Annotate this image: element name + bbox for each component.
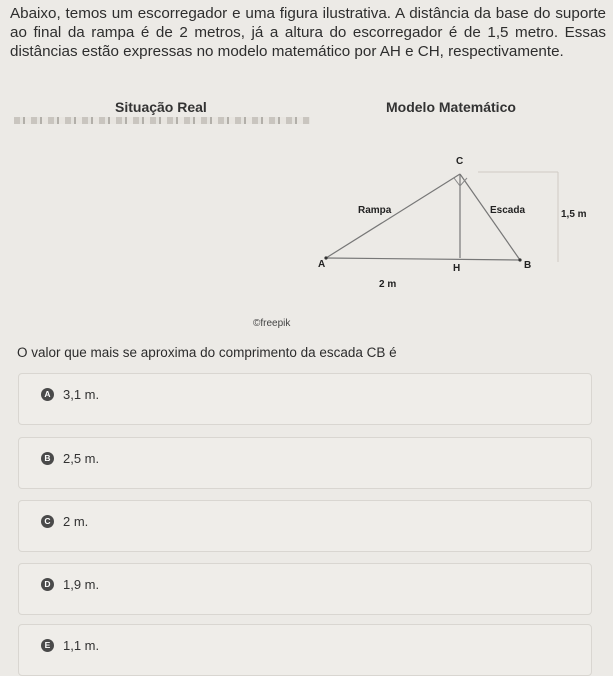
option-b[interactable] [18, 437, 592, 489]
label-escada: Escada [490, 205, 526, 216]
figure-title-model: Modelo Matemático [386, 99, 516, 115]
label-height: 1,5 m [561, 209, 587, 220]
label-c: C [456, 156, 464, 167]
option-b-text: 2,5 m. [63, 451, 100, 466]
ladder-line [460, 174, 520, 260]
ramp-line [326, 174, 460, 258]
label-b: B [524, 260, 532, 271]
image-credit: ©freepik [253, 318, 291, 329]
option-c-text: 2 m. [63, 514, 89, 529]
option-c[interactable] [18, 500, 592, 552]
label-rampa: Rampa [358, 205, 392, 216]
option-a[interactable] [18, 373, 592, 425]
figure-title-real: Situação Real [115, 99, 207, 115]
option-d[interactable] [18, 563, 592, 615]
label-a: A [318, 259, 326, 270]
option-d-text: 1,9 m. [63, 577, 100, 592]
option-d-badge: D [41, 578, 54, 591]
option-a-badge: A [41, 388, 54, 401]
option-e[interactable] [18, 624, 592, 676]
vertex-b [518, 258, 521, 261]
intro-text: Abaixo, temos um escorregador e uma figura ilustrativa. A distância da base do suporte ao final da rampa é de 2 metros, já a altura do escorregador é de 1,5 metro. Essas distâncias estão expressas no modelo matemático por AH e CH, respectivamente. [10, 5, 606, 60]
option-e-badge: E [41, 639, 54, 652]
question-text: O valor que mais se aproxima do comprimento da escada CB é [17, 345, 397, 360]
option-e-text: 1,1 m. [63, 638, 100, 653]
real-situation-image [14, 117, 310, 124]
label-base: 2 m [379, 279, 397, 290]
label-h: H [453, 263, 461, 274]
option-c-badge: C [41, 515, 54, 528]
option-a-text: 3,1 m. [63, 387, 100, 402]
math-model-diagram [310, 150, 600, 300]
option-b-badge: B [41, 452, 54, 465]
base-line [326, 258, 520, 260]
